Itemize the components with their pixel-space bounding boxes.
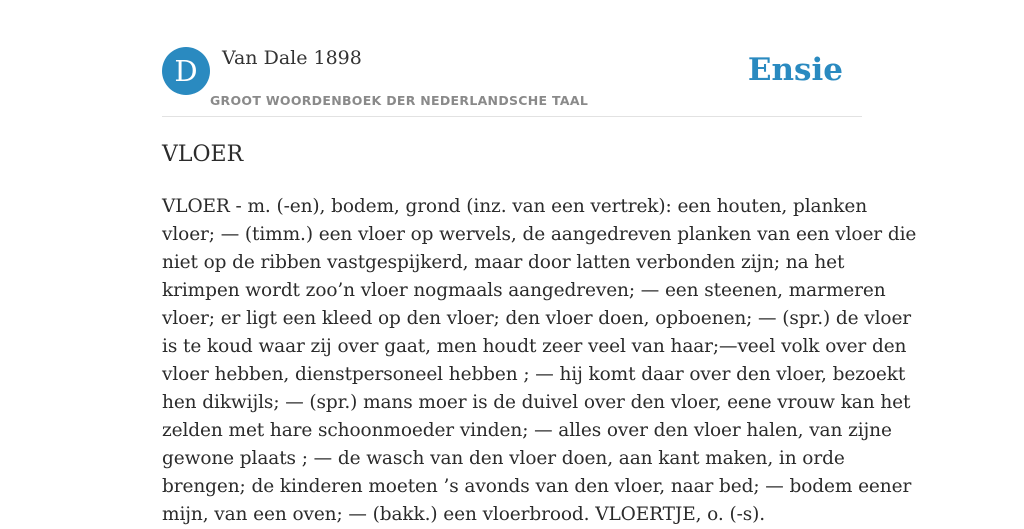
entry-definition bbox=[162, 193, 917, 529]
definition-line: is te koud waar zij over gaat, men houdt zeer veel van haar;—veel volk over den bbox=[162, 336, 907, 357]
definition-line: hen dikwijls; — (spr.) mans moer is de duivel over den vloer, eene vrouw kan het bbox=[162, 392, 911, 413]
definition-line: gewone plaats ; — de wasch van den vloer doen, aan kant maken, in orde bbox=[162, 448, 845, 469]
definition-line: brengen; de kinderen moeten ’s avonds van den vloer, naar bed; — bodem eener bbox=[162, 476, 912, 497]
ensie-brand-logo[interactable]: Ensie bbox=[747, 52, 843, 88]
definition-line: vloer hebben, dienstpersoneel hebben ; — hij komt daar over den vloer, bezoekt bbox=[162, 364, 906, 385]
definition-line: vloer; — (timm.) een vloer op wervels, de aangedreven planken van een vloer die bbox=[162, 224, 917, 245]
dictionary-logo[interactable]: D bbox=[162, 47, 210, 95]
definition-line: niet op de ribben vastgespijkerd, maar door latten verbonden zijn; na het bbox=[162, 252, 845, 273]
definition-line: vloer; er ligt een kleed op den vloer; den vloer doen, opboenen; — (spr.) de vloer bbox=[162, 308, 912, 329]
entry-headword: VLOER bbox=[162, 142, 244, 167]
definition-line: zelden met hare schoonmoeder vinden; — alles over den vloer halen, van zijne bbox=[162, 420, 892, 441]
dictionary-subtitle: GROOT WOORDENBOEK DER NEDERLANDSCHE TAAL bbox=[210, 93, 589, 108]
dictionary-title[interactable]: Van Dale 1898 bbox=[222, 47, 362, 69]
dictionary-header bbox=[162, 46, 862, 117]
definition-line: krimpen wordt zoo’n vloer nogmaals aangedreven; — een steenen, marmeren bbox=[162, 280, 886, 301]
definition-line: mijn, van een oven; — (bakk.) een vloerbrood. VLOERTJE, o. (-s). bbox=[162, 504, 766, 525]
definition-line: VLOER - m. (-en), bodem, grond (inz. van een vertrek): een houten, planken bbox=[162, 196, 868, 217]
